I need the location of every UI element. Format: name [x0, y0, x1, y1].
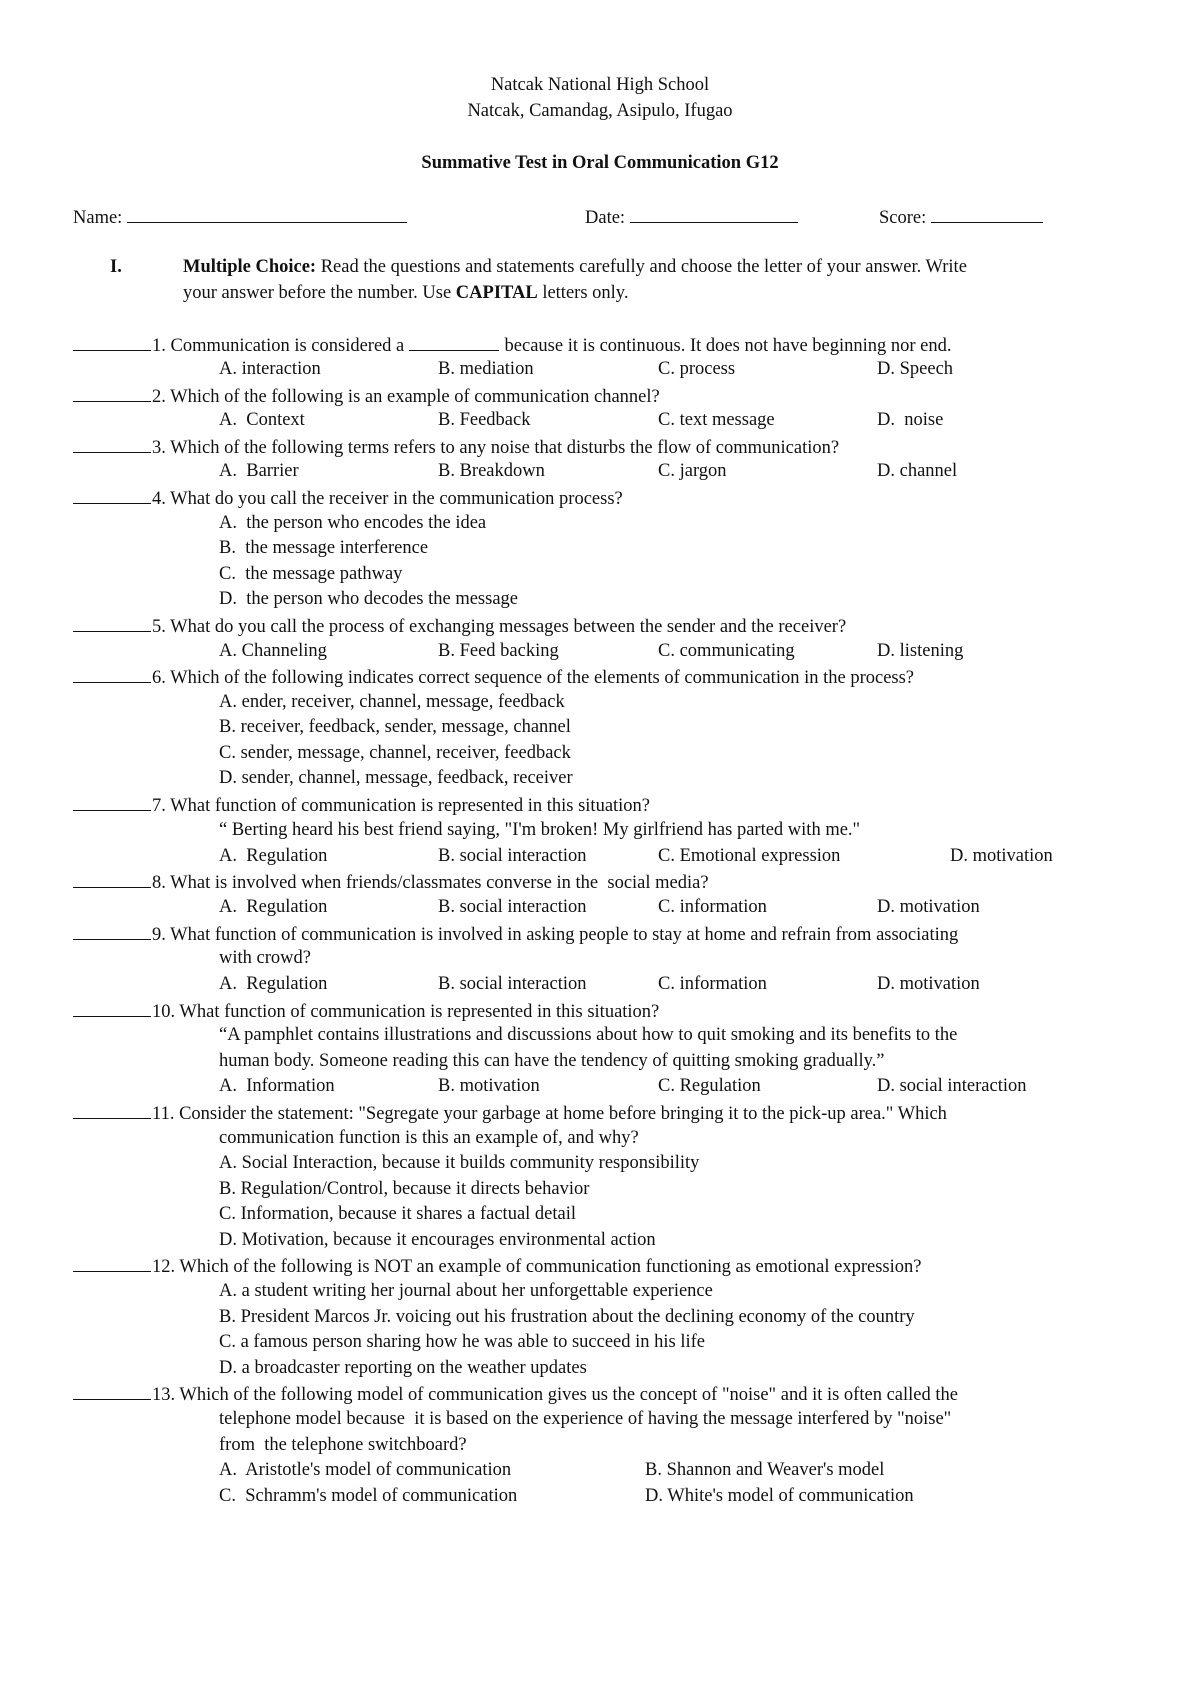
answer-blank[interactable]: [73, 1101, 151, 1119]
school-address: Natcak, Camandag, Asipulo, Ifugao: [467, 101, 733, 121]
question-11-continuation: communication function is this an example of, and why?: [219, 1128, 639, 1148]
question-text: 9. What function of communication is involved in asking people to stay at home and refrain from associating: [152, 925, 959, 945]
option-b[interactable]: B. Breakdown: [438, 461, 545, 481]
option-b[interactable]: B. Feedback: [438, 410, 531, 430]
section-numeral: I.: [110, 257, 122, 277]
question-2: [73, 384, 660, 408]
option-b[interactable]: B. the message interference: [219, 538, 429, 558]
option-d[interactable]: D. motivation: [877, 974, 980, 994]
option-b[interactable]: B. motivation: [438, 1076, 540, 1096]
answer-blank[interactable]: [73, 665, 151, 683]
option-a[interactable]: A. Information: [219, 1076, 335, 1096]
option-d[interactable]: D. motivation: [877, 897, 980, 917]
option-a[interactable]: A. Context: [219, 410, 305, 430]
question-3: [73, 435, 839, 459]
question-13: [73, 1382, 958, 1406]
name-blank[interactable]: [127, 205, 407, 223]
score-blank[interactable]: [931, 205, 1043, 223]
option-a[interactable]: A. Barrier: [219, 461, 299, 481]
section-instructions-text-2b: letters only.: [537, 283, 629, 303]
option-d[interactable]: D. a broadcaster reporting on the weather updates: [219, 1358, 587, 1378]
answer-blank[interactable]: [73, 999, 151, 1017]
option-a[interactable]: A. Social Interaction, because it builds community responsibility: [219, 1153, 700, 1173]
fill-in-blank: [409, 333, 499, 351]
option-a[interactable]: A. a student writing her journal about her unforgettable experience: [219, 1281, 713, 1301]
question-5: [73, 614, 846, 638]
option-d[interactable]: D. listening: [877, 641, 964, 661]
section-heading: Multiple Choice:: [183, 257, 317, 277]
option-c[interactable]: C. Emotional expression: [658, 846, 841, 866]
question-10-situation-2: human body. Someone reading this can have the tendency of quitting smoking gradually.”: [219, 1051, 885, 1071]
option-a[interactable]: A. the person who encodes the idea: [219, 513, 487, 533]
option-a[interactable]: A. Regulation: [219, 897, 328, 917]
option-c[interactable]: C. Regulation: [658, 1076, 761, 1096]
question-text: 2. Which of the following is an example of communication channel?: [152, 387, 660, 407]
question-10-situation-1: “A pamphlet contains illustrations and discussions about how to quit smoking and its benefits to the: [219, 1025, 958, 1045]
question-12: [73, 1254, 921, 1278]
option-a[interactable]: A. ender, receiver, channel, message, feedback: [219, 692, 565, 712]
option-d[interactable]: D. sender, channel, message, feedback, receiver: [219, 768, 573, 788]
question-1: [73, 333, 952, 357]
option-d[interactable]: D. noise: [877, 410, 944, 430]
question-11: [73, 1101, 947, 1125]
question-text: 3. Which of the following terms refers to any noise that disturbs the flow of communication?: [152, 438, 840, 458]
answer-blank[interactable]: [73, 333, 151, 351]
option-c[interactable]: C. text message: [658, 410, 775, 430]
name-field[interactable]: [73, 205, 407, 229]
option-a[interactable]: A. Regulation: [219, 974, 328, 994]
question-text: 11. Consider the statement: "Segregate your garbage at home before bringing it to the pick-up area." Which: [152, 1104, 947, 1124]
option-d[interactable]: D. channel: [877, 461, 958, 481]
option-d[interactable]: D. the person who decodes the message: [219, 589, 518, 609]
option-c[interactable]: C. process: [658, 359, 736, 379]
answer-blank[interactable]: [73, 486, 151, 504]
question-text: because it is continuous. It does not have beginning nor end.: [499, 336, 952, 356]
section-instructions-line-2: [183, 282, 628, 304]
question-9-continuation: with crowd?: [219, 948, 311, 968]
answer-blank[interactable]: [73, 1382, 151, 1400]
option-c[interactable]: C. sender, message, channel, receiver, feedback: [219, 743, 571, 763]
question-text: 10. What function of communication is represented in this situation?: [152, 1002, 660, 1022]
option-b[interactable]: B. social interaction: [438, 846, 587, 866]
option-c[interactable]: C. the message pathway: [219, 564, 403, 584]
score-field[interactable]: [879, 205, 1043, 229]
option-d[interactable]: D. social interaction: [877, 1076, 1027, 1096]
option-b[interactable]: B. Shannon and Weaver's model: [645, 1460, 885, 1480]
question-13-continuation-1: telephone model because it is based on the experience of having the message interfered by "noise": [219, 1409, 952, 1429]
option-b[interactable]: B. receiver, feedback, sender, message, channel: [219, 717, 571, 737]
score-label: Score:: [879, 208, 927, 228]
option-a[interactable]: A. Aristotle's model of communication: [219, 1460, 512, 1480]
option-b[interactable]: B. Regulation/Control, because it directs behavior: [219, 1179, 590, 1199]
option-d[interactable]: D. motivation: [950, 846, 1053, 866]
question-text: 6. Which of the following indicates correct sequence of the elements of communication in the process?: [152, 668, 915, 688]
question-8: [73, 870, 709, 894]
section-instructions-text-2a: your answer before the number. Use: [183, 283, 456, 303]
option-c[interactable]: C. a famous person sharing how he was able to succeed in his life: [219, 1332, 706, 1352]
option-b[interactable]: B. social interaction: [438, 897, 587, 917]
option-b[interactable]: B. social interaction: [438, 974, 587, 994]
date-label: Date:: [585, 208, 626, 228]
date-blank[interactable]: [630, 205, 798, 223]
section-instructions-line-1: [183, 256, 967, 278]
question-6: [73, 665, 914, 689]
answer-blank[interactable]: [73, 922, 151, 940]
question-7: [73, 793, 650, 817]
question-text: 4. What do you call the receiver in the communication process?: [152, 489, 623, 509]
question-text: 13. Which of the following model of communication gives us the concept of "noise" and it is often called the: [152, 1385, 958, 1405]
answer-blank[interactable]: [73, 384, 151, 402]
option-c[interactable]: C. communicating: [658, 641, 795, 661]
answer-blank[interactable]: [73, 1254, 151, 1272]
question-7-situation: “ Berting heard his best friend saying, "I'm broken! My girlfriend has parted with me.": [219, 820, 861, 840]
question-10: [73, 999, 659, 1023]
answer-blank[interactable]: [73, 614, 151, 632]
test-title: Summative Test in Oral Communication G12: [421, 153, 779, 173]
option-c[interactable]: C. information: [658, 974, 767, 994]
question-text: 12. Which of the following is NOT an example of communication functioning as emotional expression?: [152, 1257, 922, 1277]
capital-emphasis: CAPITAL: [455, 283, 538, 303]
option-c[interactable]: C. Information, because it shares a factual detail: [219, 1204, 577, 1224]
question-4: [73, 486, 623, 510]
option-c[interactable]: C. information: [658, 897, 767, 917]
answer-blank[interactable]: [73, 435, 151, 453]
option-a[interactable]: A. Channeling: [219, 641, 327, 661]
option-a[interactable]: A. Regulation: [219, 846, 328, 866]
question-text: 8. What is involved when friends/classmates converse in the social media?: [152, 873, 709, 893]
question-text: 5. What do you call the process of exchanging messages between the sender and the receiver?: [152, 617, 847, 637]
option-d[interactable]: D. Speech: [877, 359, 954, 379]
question-9: [73, 922, 958, 946]
question-text: 7. What function of communication is represented in this situation?: [152, 796, 651, 816]
question-text: 1. Communication is considered a: [152, 336, 409, 356]
option-b[interactable]: B. Feed backing: [438, 641, 559, 661]
school-name: Natcak National High School: [490, 75, 710, 95]
option-c[interactable]: C. Schramm's model of communication: [219, 1486, 518, 1506]
answer-blank[interactable]: [73, 870, 151, 888]
option-d[interactable]: D. White's model of communication: [645, 1486, 914, 1506]
answer-blank[interactable]: [73, 793, 151, 811]
date-field[interactable]: [585, 205, 798, 229]
section-instructions-text-1: Read the questions and statements carefully and choose the letter of your answer. Write: [316, 257, 967, 277]
option-a[interactable]: A. interaction: [219, 359, 321, 379]
option-d[interactable]: D. Motivation, because it encourages environmental action: [219, 1230, 656, 1250]
option-b[interactable]: B. President Marcos Jr. voicing out his frustration about the declining economy of the country: [219, 1307, 915, 1327]
option-b[interactable]: B. mediation: [438, 359, 534, 379]
question-13-continuation-2: from the telephone switchboard?: [219, 1435, 467, 1455]
option-c[interactable]: C. jargon: [658, 461, 727, 481]
name-label: Name:: [73, 208, 123, 228]
